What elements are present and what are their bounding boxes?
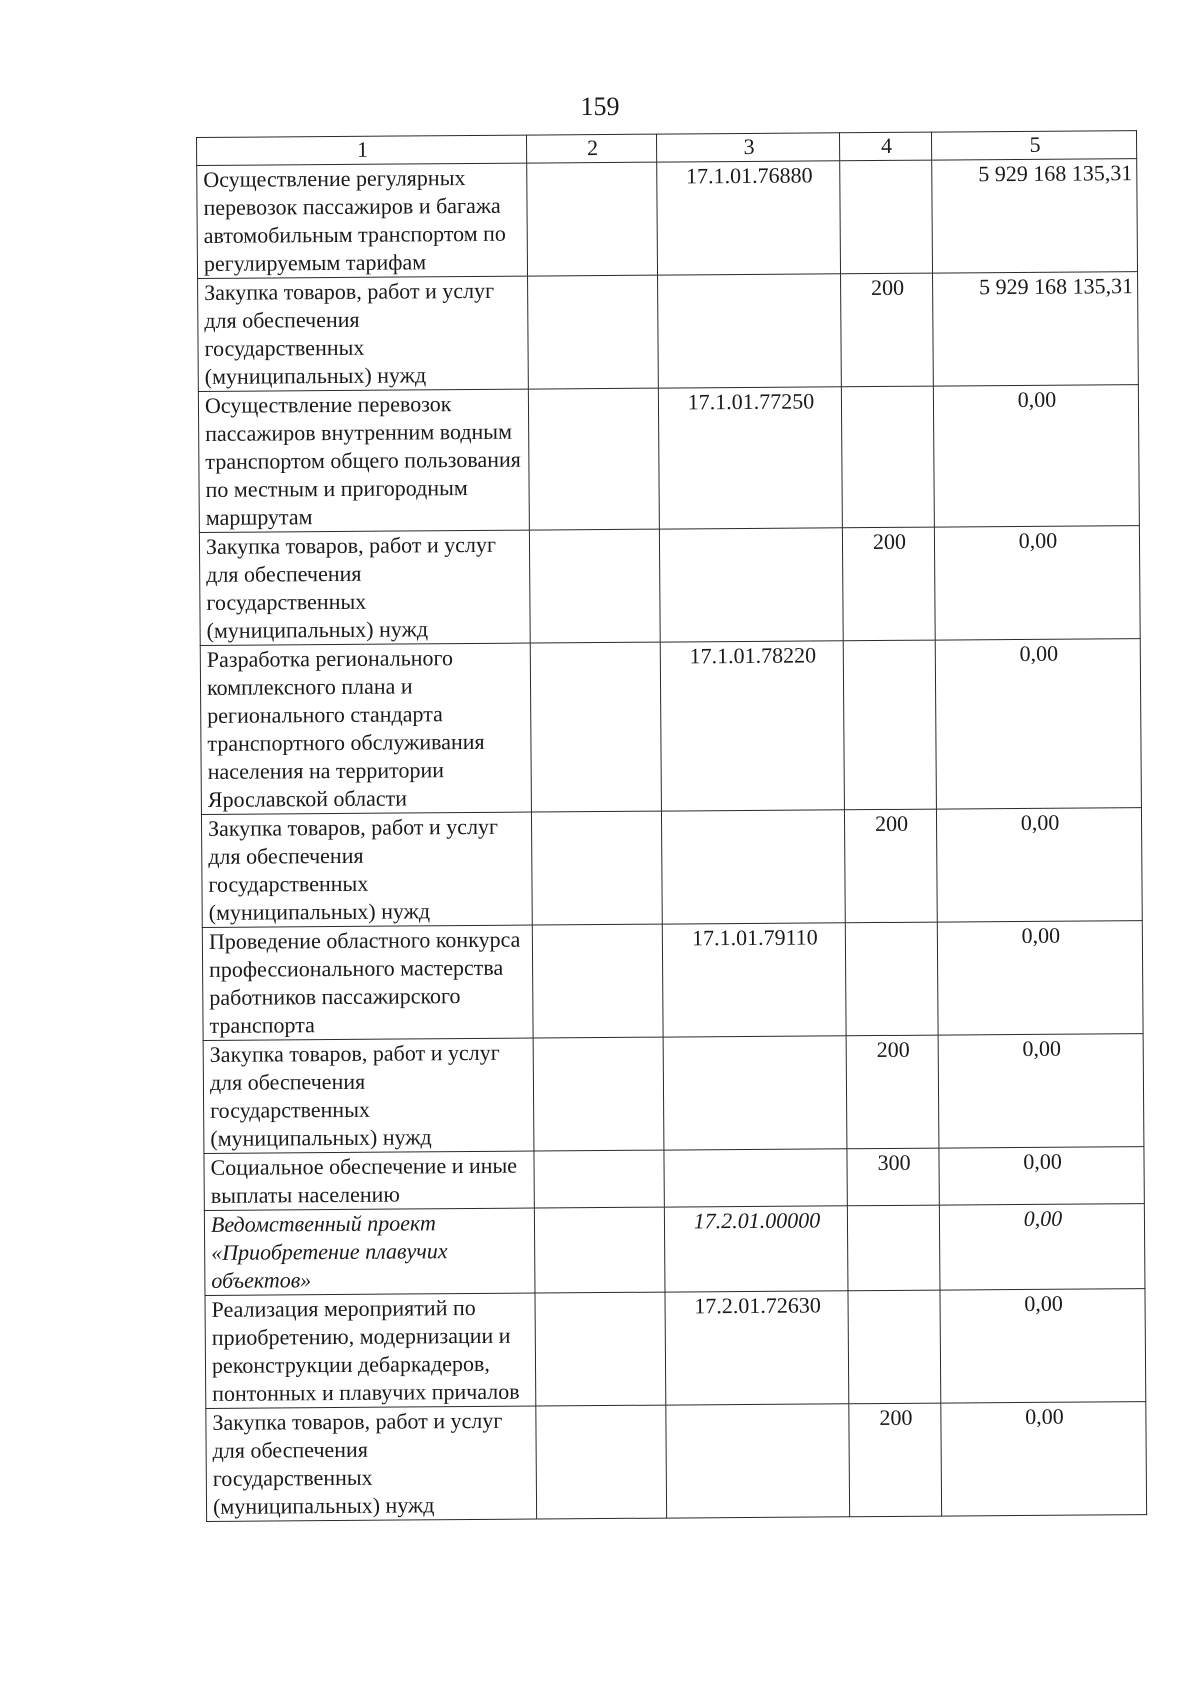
row-code-cell xyxy=(661,810,845,924)
row-type-cell: 300 xyxy=(847,1148,939,1206)
row-col2-cell xyxy=(527,162,658,276)
row-type-cell: 200 xyxy=(846,1035,939,1149)
row-amount-cell: 5 929 168 135,31 xyxy=(933,272,1139,386)
row-amount-cell: 0,00 xyxy=(937,921,1143,1035)
row-type-cell: 200 xyxy=(849,1403,942,1517)
row-amount-cell: 5 929 168 135,31 xyxy=(932,159,1138,273)
row-col2-cell xyxy=(533,1037,664,1151)
row-amount-cell: 0,00 xyxy=(934,526,1140,640)
row-code-cell xyxy=(664,1149,847,1207)
page-number: 159 xyxy=(580,92,620,121)
row-amount-cell: 0,00 xyxy=(939,1204,1145,1291)
row-amount-cell: 0,00 xyxy=(939,1147,1144,1206)
row-name-cell: Закупка товаров, работ и услуг для обеспечения государственных (муниципальных) нужд xyxy=(203,1038,534,1153)
row-name-cell: Осуществление регулярных перевозок пассажиров и багажа автомобильным транспортом по регулируемым тарифам xyxy=(197,163,528,278)
table-row xyxy=(205,1289,1146,1409)
row-name-cell: Закупка товаров, работ и услуг для обеспечения государственных (муниципальных) нужд xyxy=(198,276,529,391)
row-type-cell xyxy=(845,922,938,1036)
row-col2-cell xyxy=(528,388,659,530)
row-col2-cell xyxy=(535,1292,666,1406)
row-amount-cell: 0,00 xyxy=(941,1402,1147,1516)
column-header: 2 xyxy=(526,134,656,163)
row-amount-cell: 0,00 xyxy=(936,808,1142,922)
row-code-cell: 17.2.01.00000 xyxy=(664,1206,848,1292)
budget-table xyxy=(196,130,1147,1522)
row-col2-cell xyxy=(530,642,661,812)
table-row xyxy=(199,526,1140,646)
column-header: 3 xyxy=(656,133,839,162)
row-type-cell xyxy=(840,160,933,274)
row-type-cell: 200 xyxy=(841,273,934,387)
column-header: 1 xyxy=(197,135,527,165)
row-code-cell: 17.1.01.76880 xyxy=(657,161,841,275)
row-code-cell xyxy=(659,528,843,642)
table-row xyxy=(202,921,1143,1041)
row-col2-cell xyxy=(534,1150,664,1208)
column-header: 5 xyxy=(931,131,1136,161)
table-row xyxy=(201,808,1142,928)
table-row xyxy=(204,1204,1145,1296)
table-row xyxy=(204,1147,1144,1211)
row-name-cell: Ведомственный проект «Приобретение плавучих объектов» xyxy=(204,1208,535,1295)
row-name-cell: Проведение областного конкурса профессионального мастерства работников пассажирского транспорта xyxy=(202,925,533,1040)
row-code-cell xyxy=(658,274,842,388)
row-name-cell: Реализация мероприятий по приобретению, модернизации и реконструкции дебаркадеров, понтонных и плавучих причалов xyxy=(205,1293,536,1408)
row-name-cell: Закупка товаров, работ и услуг для обеспечения государственных (муниципальных) нужд xyxy=(201,812,532,927)
row-type-cell xyxy=(841,386,934,528)
table-row xyxy=(197,159,1138,279)
row-type-cell xyxy=(847,1205,940,1291)
row-type-cell: 200 xyxy=(844,809,937,923)
row-amount-cell: 0,00 xyxy=(933,385,1139,527)
row-amount-cell: 0,00 xyxy=(938,1034,1144,1148)
row-type-cell xyxy=(843,640,936,810)
table-row xyxy=(203,1034,1144,1154)
row-code-cell xyxy=(663,1036,847,1150)
row-name-cell: Закупка товаров, работ и услуг для обеспечения государственных (муниципальных) нужд xyxy=(206,1406,537,1521)
row-amount-cell: 0,00 xyxy=(940,1289,1146,1403)
row-col2-cell xyxy=(532,924,663,1038)
row-col2-cell xyxy=(528,275,659,389)
row-type-cell: 200 xyxy=(842,527,935,641)
column-header: 4 xyxy=(839,132,931,161)
row-code-cell xyxy=(666,1404,850,1518)
row-code-cell: 17.1.01.77250 xyxy=(658,387,842,529)
row-code-cell: 17.1.01.78220 xyxy=(660,641,844,811)
table-row xyxy=(198,385,1139,533)
table-row xyxy=(200,639,1141,815)
row-col2-cell xyxy=(529,529,660,643)
row-name-cell: Осуществление перевозок пассажиров внутренним водным транспортом общего пользования по местным и пригородным маршрутам xyxy=(198,389,529,532)
row-name-cell: Социальное обеспечение и иные выплаты населению xyxy=(204,1151,534,1210)
row-name-cell: Закупка товаров, работ и услуг для обеспечения государственных (муниципальных) нужд xyxy=(199,530,530,645)
row-col2-cell xyxy=(531,811,662,925)
table-row xyxy=(206,1402,1147,1522)
row-code-cell: 17.2.01.72630 xyxy=(665,1291,849,1405)
row-code-cell: 17.1.01.79110 xyxy=(662,923,846,1037)
row-col2-cell xyxy=(536,1405,667,1519)
row-name-cell: Разработка регионального комплексного плана и регионального стандарта транспортного обслуживания населения на территории Ярославской области xyxy=(200,643,531,814)
row-amount-cell: 0,00 xyxy=(935,639,1141,809)
table-row xyxy=(198,272,1139,392)
row-type-cell xyxy=(848,1290,941,1404)
row-col2-cell xyxy=(534,1207,665,1293)
